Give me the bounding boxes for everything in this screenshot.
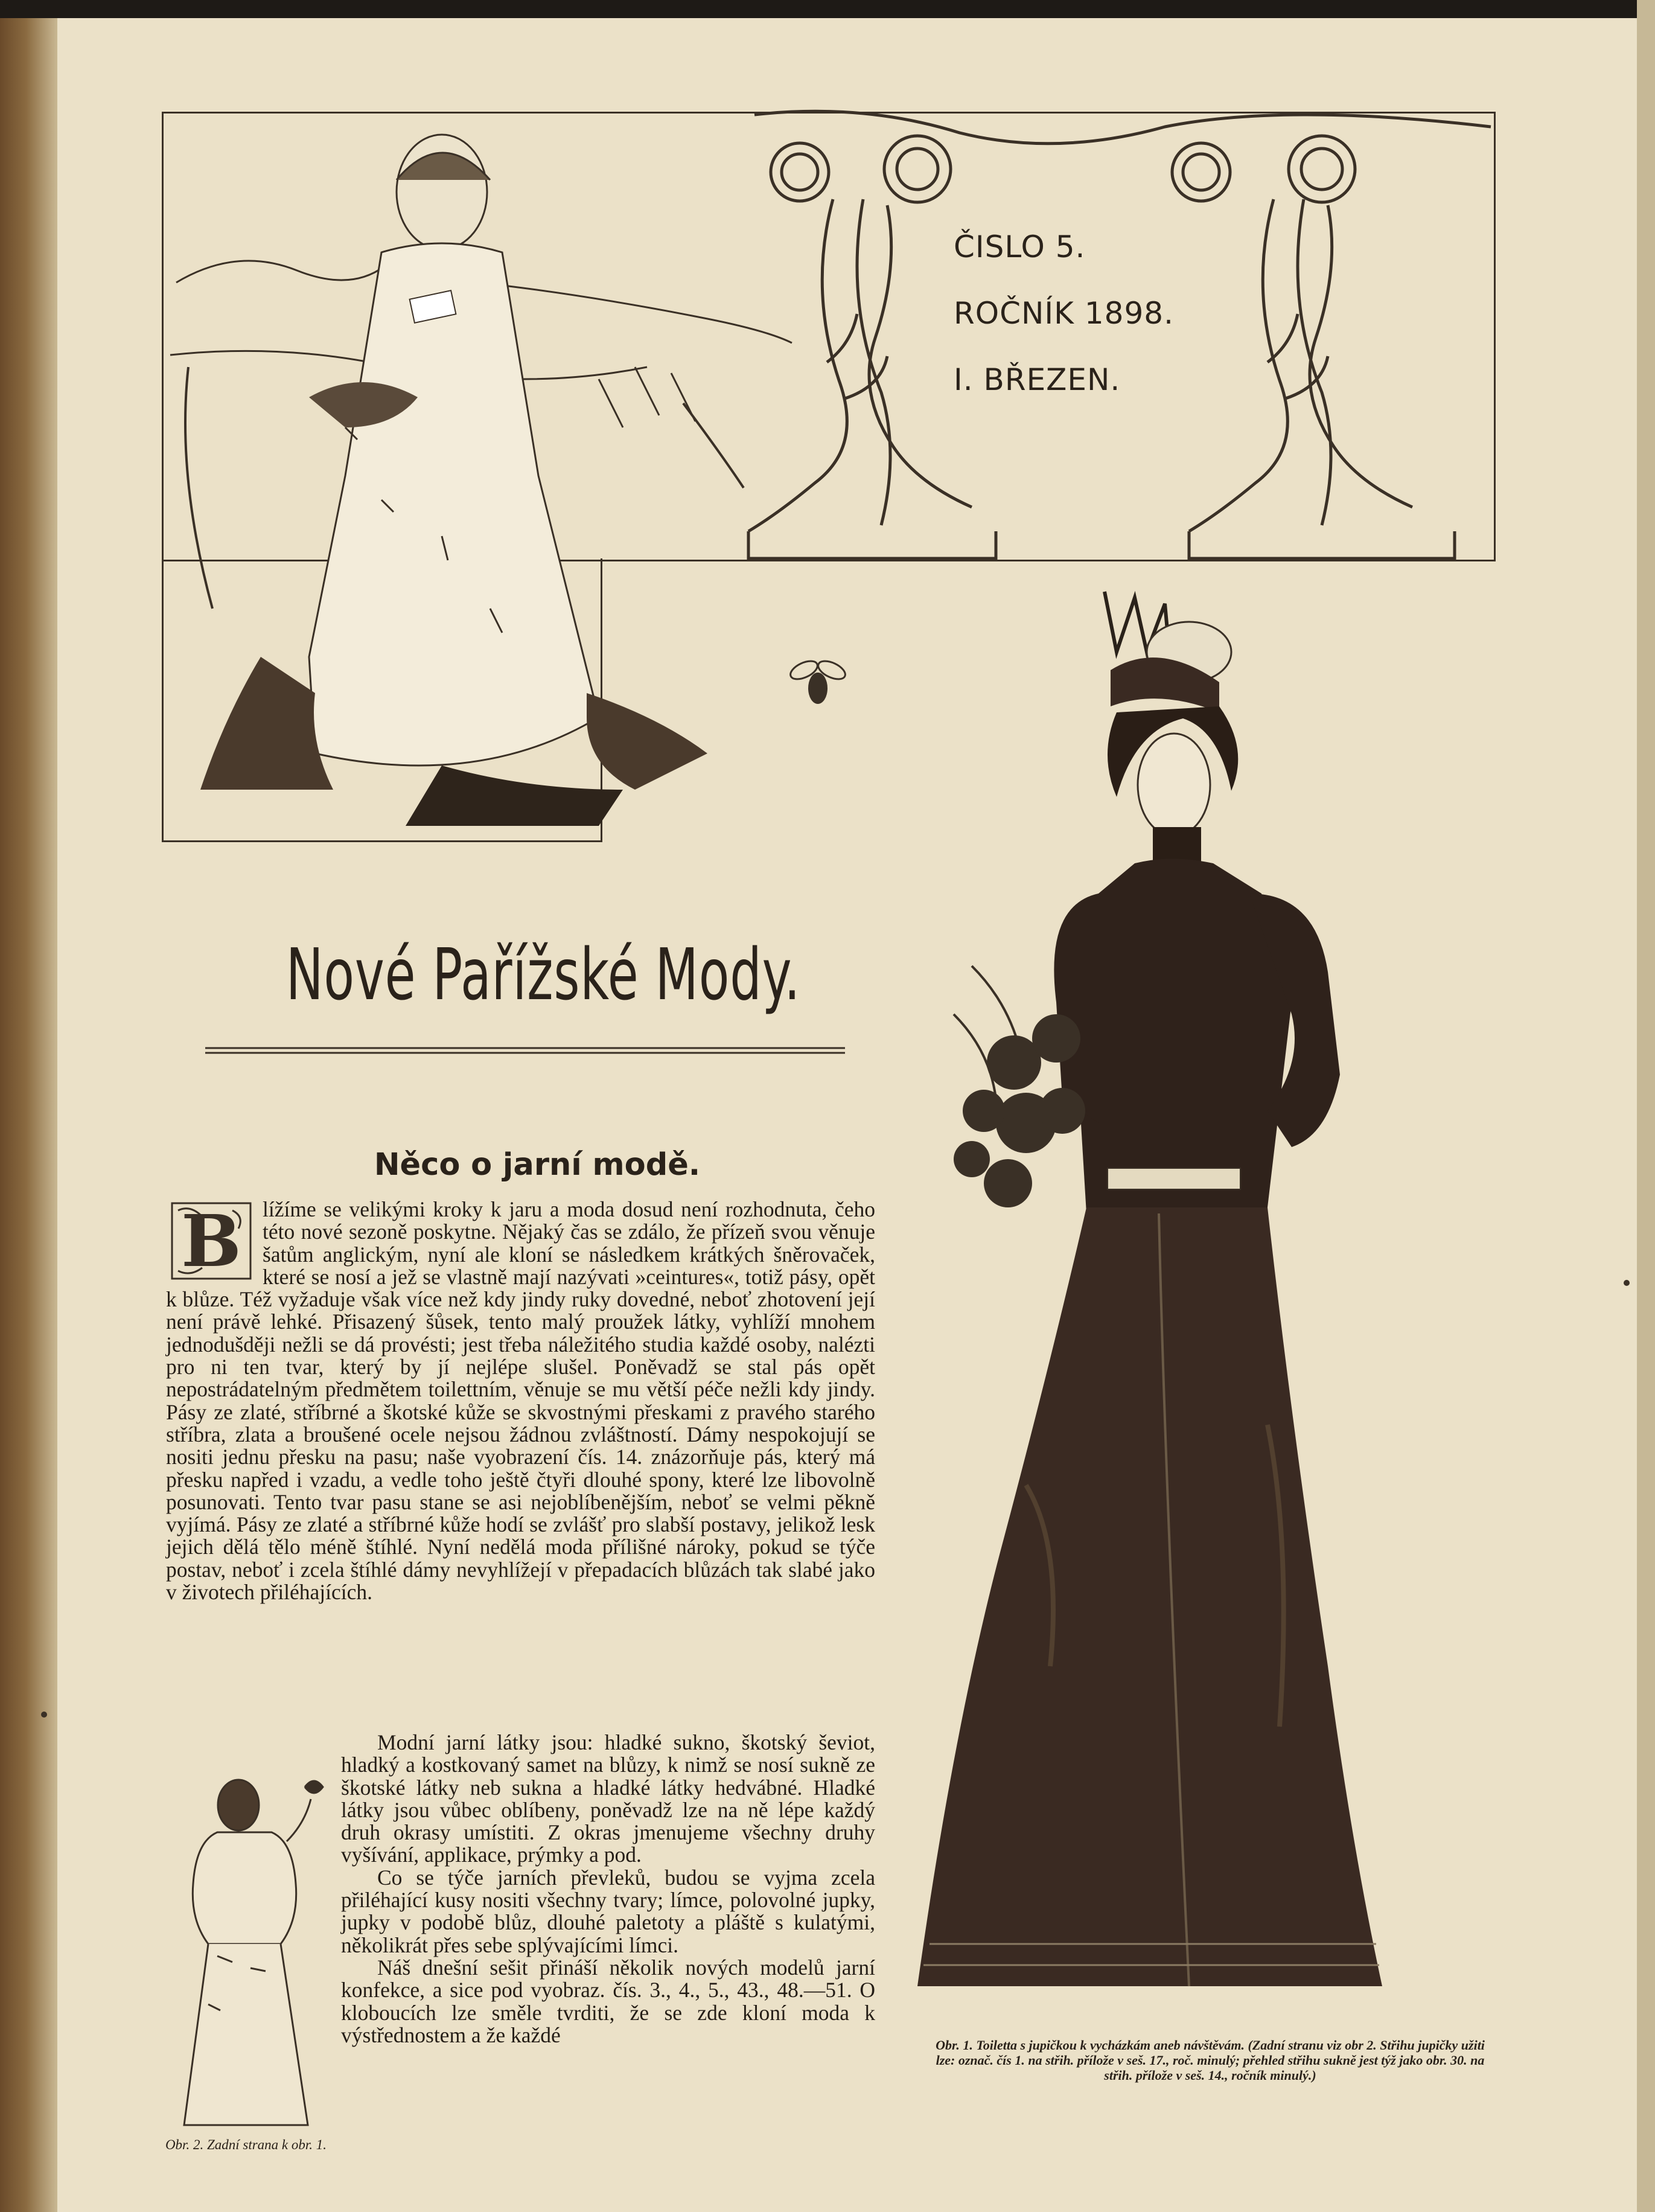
- bee-illustration: [785, 652, 851, 712]
- issue-date: I. BŘEZEN.: [954, 362, 1121, 397]
- article-subheading: Něco o jarní modě.: [374, 1147, 701, 1183]
- margin-mark: [41, 1712, 47, 1718]
- page-title: Nové Pařížské Mody.: [285, 933, 801, 1016]
- figure-2-back-view: [160, 1763, 335, 2131]
- ornamental-dropcap: [166, 1198, 257, 1283]
- title-rule: [205, 1044, 845, 1056]
- article-paragraph-3: Co se týče jarních převleků, budou se vyjma zcela přiléhající kusy nositi všechny tvary; límce, polovolné jupky, jupky v podobě blůz, dlouhé paletoty a pláště s kulatými, několikrát přes sebe splývajícími límci.: [341, 1865, 875, 1957]
- paragraph-text: lížíme se velikými kroky k jaru a moda dosud není rozhodnuta, čeho této nové sezoně poskytne. Nějaký čas se zdálo, že přízeň svou věnuje šatům anglickým, nyní ale kloní se následkem krátkých šněrovaček, které se nosí a jež se vlastně mají nazývati »ceintures«, totiž pásy, opět k blůze. Též vyžaduje však více než kdy jindy ruky dovedné, neboť zhotovení její není právě lehké. Přisazený šůsek, tento malý proužek látky, vyhlíží mnohem jednodušději nežli se dá provésti; jest třeba náležitého studia každé osoby, nalézti pro ni ten tvar, který by jí nejlépe slušel. Poněvadž se stal pás opět nepostrádatelným předmětem toilettním, věnuje se mu větší péče nežli kdy jindy. Pásy ze zlaté, stříbrné a škotské kůže se skvostnými přeskami z pravého starého stříbra, zlata a broušené ocele nejsou žádnou zvláštností. Dámy nespokojují se nositi jednu přesku na pasu; naše vyobrazení čís. 14. znázorňuje pás, který má přesku napřed i vzadu, a vedle toho ještě čtyři dlouhé spony, které lze libovolně posunovati. Tento tvar pasu stane se asi nejoblíbenějším, neboť se velmi pěkně vyjímá. Pásy ze zlaté a stříbrné kůže hodí se zvlášť pro slabší postavy, jelikož lesk jejich dělá tělo méně štíhlé. Nyní nedělá moda přílišné nároky, pokud se týče postav, neboť i zcela štíhlé dámy nevyhlížejí v přepadacích blůzách tak slabé jako v životech přiléhajících.: [166, 1197, 875, 1605]
- article-paragraph-1: [166, 1198, 875, 1603]
- article-paragraph-2: Modní jarní látky jsou: hladké sukno, škotský ševiot, hladký a kostkovaný samet na blůzy, k nimž se nosí sukně ze škotské látky neb sukna a hladké látky hedvábné. Hladké látky jsou vůbec oblíbeny, poněvadž lze na ně lépe každý druh okrasy umístiti. Z okras jmenujeme všechny druhy vyšívání, applikace, prýmky a pod.: [341, 1730, 875, 1867]
- reading-woman-illustration: [164, 113, 798, 841]
- article-paragraph-4: Náš dnešní sešit přináší několik nových modelů jarní konfekce, a sice pod vyobraz. čís. 3., 4., 5., 43., 48.—51. O kloboucích lze směle tvrditi, že se zde kloní moda k výstřednostem a že každé: [341, 1955, 875, 2047]
- volume-year: ROČNÍK 1898.: [954, 296, 1174, 331]
- article-continuation: [341, 1731, 875, 2047]
- right-edge: [1637, 0, 1655, 2212]
- masthead: [954, 229, 1231, 429]
- book-spine: [0, 0, 57, 2212]
- dropcap-letter: B: [181, 1199, 241, 1283]
- figure-2-caption: Obr. 2. Zadní strana k obr. 1.: [165, 2137, 327, 2152]
- issue-number: ČISLO 5.: [954, 229, 1086, 264]
- figure-1-caption: Obr. 1. Toiletta s jupičkou k vycházkám aneb návštěvám. (Zadní stranu viz obr 2. Střihu jupičky užiti lze: označ. čís 1. na střih. přílože v seš. 17., roč. minulý; přehled střihu sukně jest týž jako obr. 30. na střih. přílože v seš. 14., ročník minulý.): [936, 2038, 1485, 2083]
- top-edge: [0, 0, 1655, 18]
- figure-1-toilette-illustration: [905, 580, 1437, 2016]
- margin-mark: [1624, 1280, 1630, 1286]
